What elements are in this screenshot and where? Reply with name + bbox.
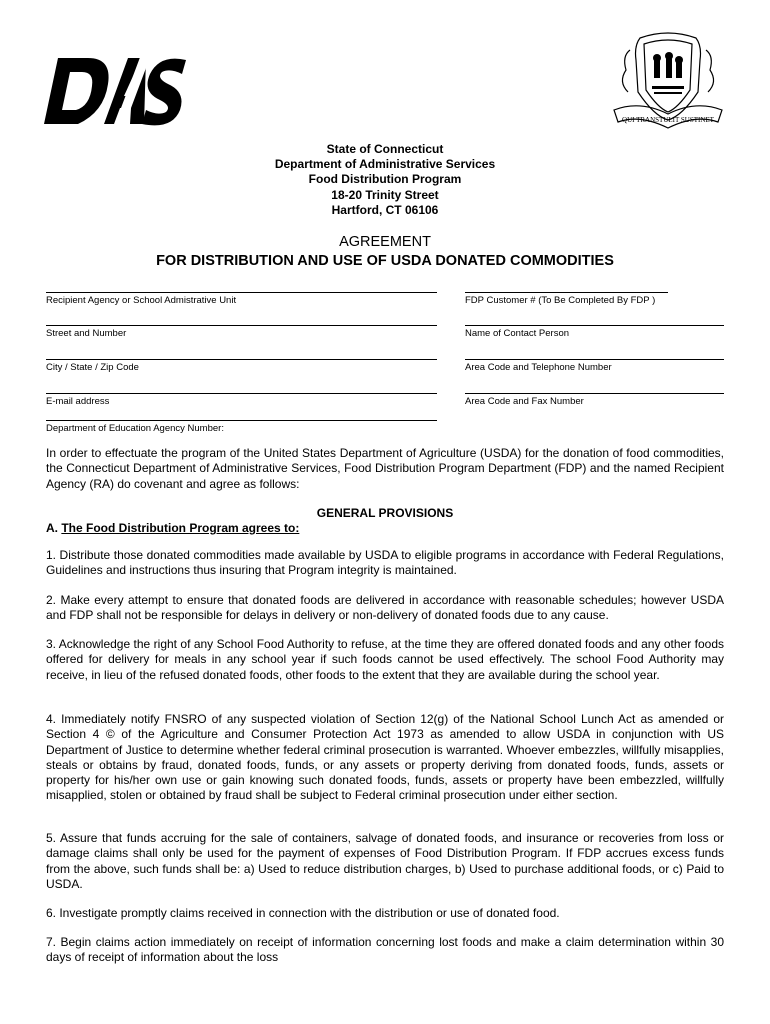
- header-city: Hartford, CT 06106: [331, 202, 439, 217]
- telephone-label: Area Code and Telephone Number: [465, 362, 612, 373]
- list-item-3: 3. Acknowledge the right of any School Food Authority to refuse, at the time they are offered donated foods and any other foods offered for delivery for meals in any school year if such foods cannot be used effectively. The school Food Authority may receive, in lieu of the refused donated foods, other foods to the extent that they are available during the school year.: [46, 637, 724, 682]
- street-label: Street and Number: [46, 328, 127, 339]
- header-street: 18-20 Trinity Street: [331, 187, 439, 202]
- seal-motto: QUI TRANSTULIT SUSTINET: [622, 116, 714, 124]
- list-item-5: 5. Assure that funds accruing for the sale of containers, salvage of donated foods, and insurance or recoveries from loss or damage claims shall only be used for the payment of expenses of Food Distribution Program. If FDP accrues excess funds from the above, such funds shall be: a) Used to reduce distribution charges, b) Used to purchase additional foods, or c) Paid to USDA.: [46, 831, 724, 891]
- list-item-2: 2. Make every attempt to ensure that donated foods are delivered in accordance with reasonable schedules; however USDA and FDP shall not be responsible for delays in delivery or non-delivery of donated foods due to any cause.: [46, 593, 724, 623]
- list-item-7: 7. Begin claims action immediately on receipt of information concerning lost foods and make a claim determination within 30 days of receipt of information about the loss: [46, 935, 724, 965]
- fax-label: Area Code and Fax Number: [465, 396, 584, 407]
- agency-header: [0, 142, 770, 218]
- intro-paragraph: In order to effectuate the program of the United States Department of Agriculture (USDA) for the donation of food commodities, the Connecticut Department of Administrative Services, Food Distribution Program Department (FDP) and the named Recipient Agency (RA) do covenant and agree as follows:: [46, 446, 724, 491]
- list-item-6: 6. Investigate promptly claims received in connection with the distribution or use of donated food.: [46, 906, 560, 920]
- section-a-title: The Food Distribution Program agrees to:: [61, 521, 300, 535]
- document-title: [0, 233, 770, 270]
- general-provisions-heading: GENERAL PROVISIONS: [316, 506, 454, 520]
- education-agency-label: Department of Education Agency Number:: [46, 423, 224, 434]
- header-program: Food Distribution Program: [308, 172, 462, 187]
- section-a-heading: [46, 521, 299, 535]
- city-state-zip-label: City / State / Zip Code: [46, 362, 139, 373]
- contact-person-label: Name of Contact Person: [465, 328, 570, 339]
- list-item-4: 4. Immediately notify FNSRO of any suspected violation of Section 12(g) of the National School Lunch Act as amended or Section 4 © of the Agriculture and Consumer Protection Act 1973 as amended to allow USDA in conjunction with US Department of Justice to determine whether federal criminal prosecution is warranted. Whoever embezzles, willfully misapplies, steals or obtains by fraud, donated foods, funds, or any assets or property deriving from donated foods, funds, assets or property for his/her own use or gain knowing such donated foods, funds, assets or property have been embezzled, willfully misapplied, stolen or obtained by fraud shall be subject to Federal criminal prosecution under either section.: [46, 712, 724, 803]
- email-label: E-mail address: [46, 396, 110, 407]
- section-a-prefix: A.: [46, 521, 58, 535]
- list-item-1: 1. Distribute those donated commodities made available by USDA to eligible programs in accordance with Federal Regulations, Guidelines and instructions thus insuring that Program integrity is maintained.: [46, 548, 724, 578]
- header-state: State of Connecticut: [326, 142, 444, 156]
- recipient-agency-label: Recipient Agency or School Admistrative Unit: [46, 295, 237, 306]
- header-department: Department of Administrative Services: [274, 157, 496, 172]
- title-agreement: AGREEMENT: [339, 234, 431, 250]
- fdp-customer-label: FDP Customer # (To Be Completed By FDP ): [465, 295, 656, 306]
- title-subject: FOR DISTRIBUTION AND USE OF USDA DONATED COMMODITIES: [156, 252, 614, 269]
- das-logo: [44, 50, 190, 132]
- connecticut-seal-icon: [610, 30, 726, 132]
